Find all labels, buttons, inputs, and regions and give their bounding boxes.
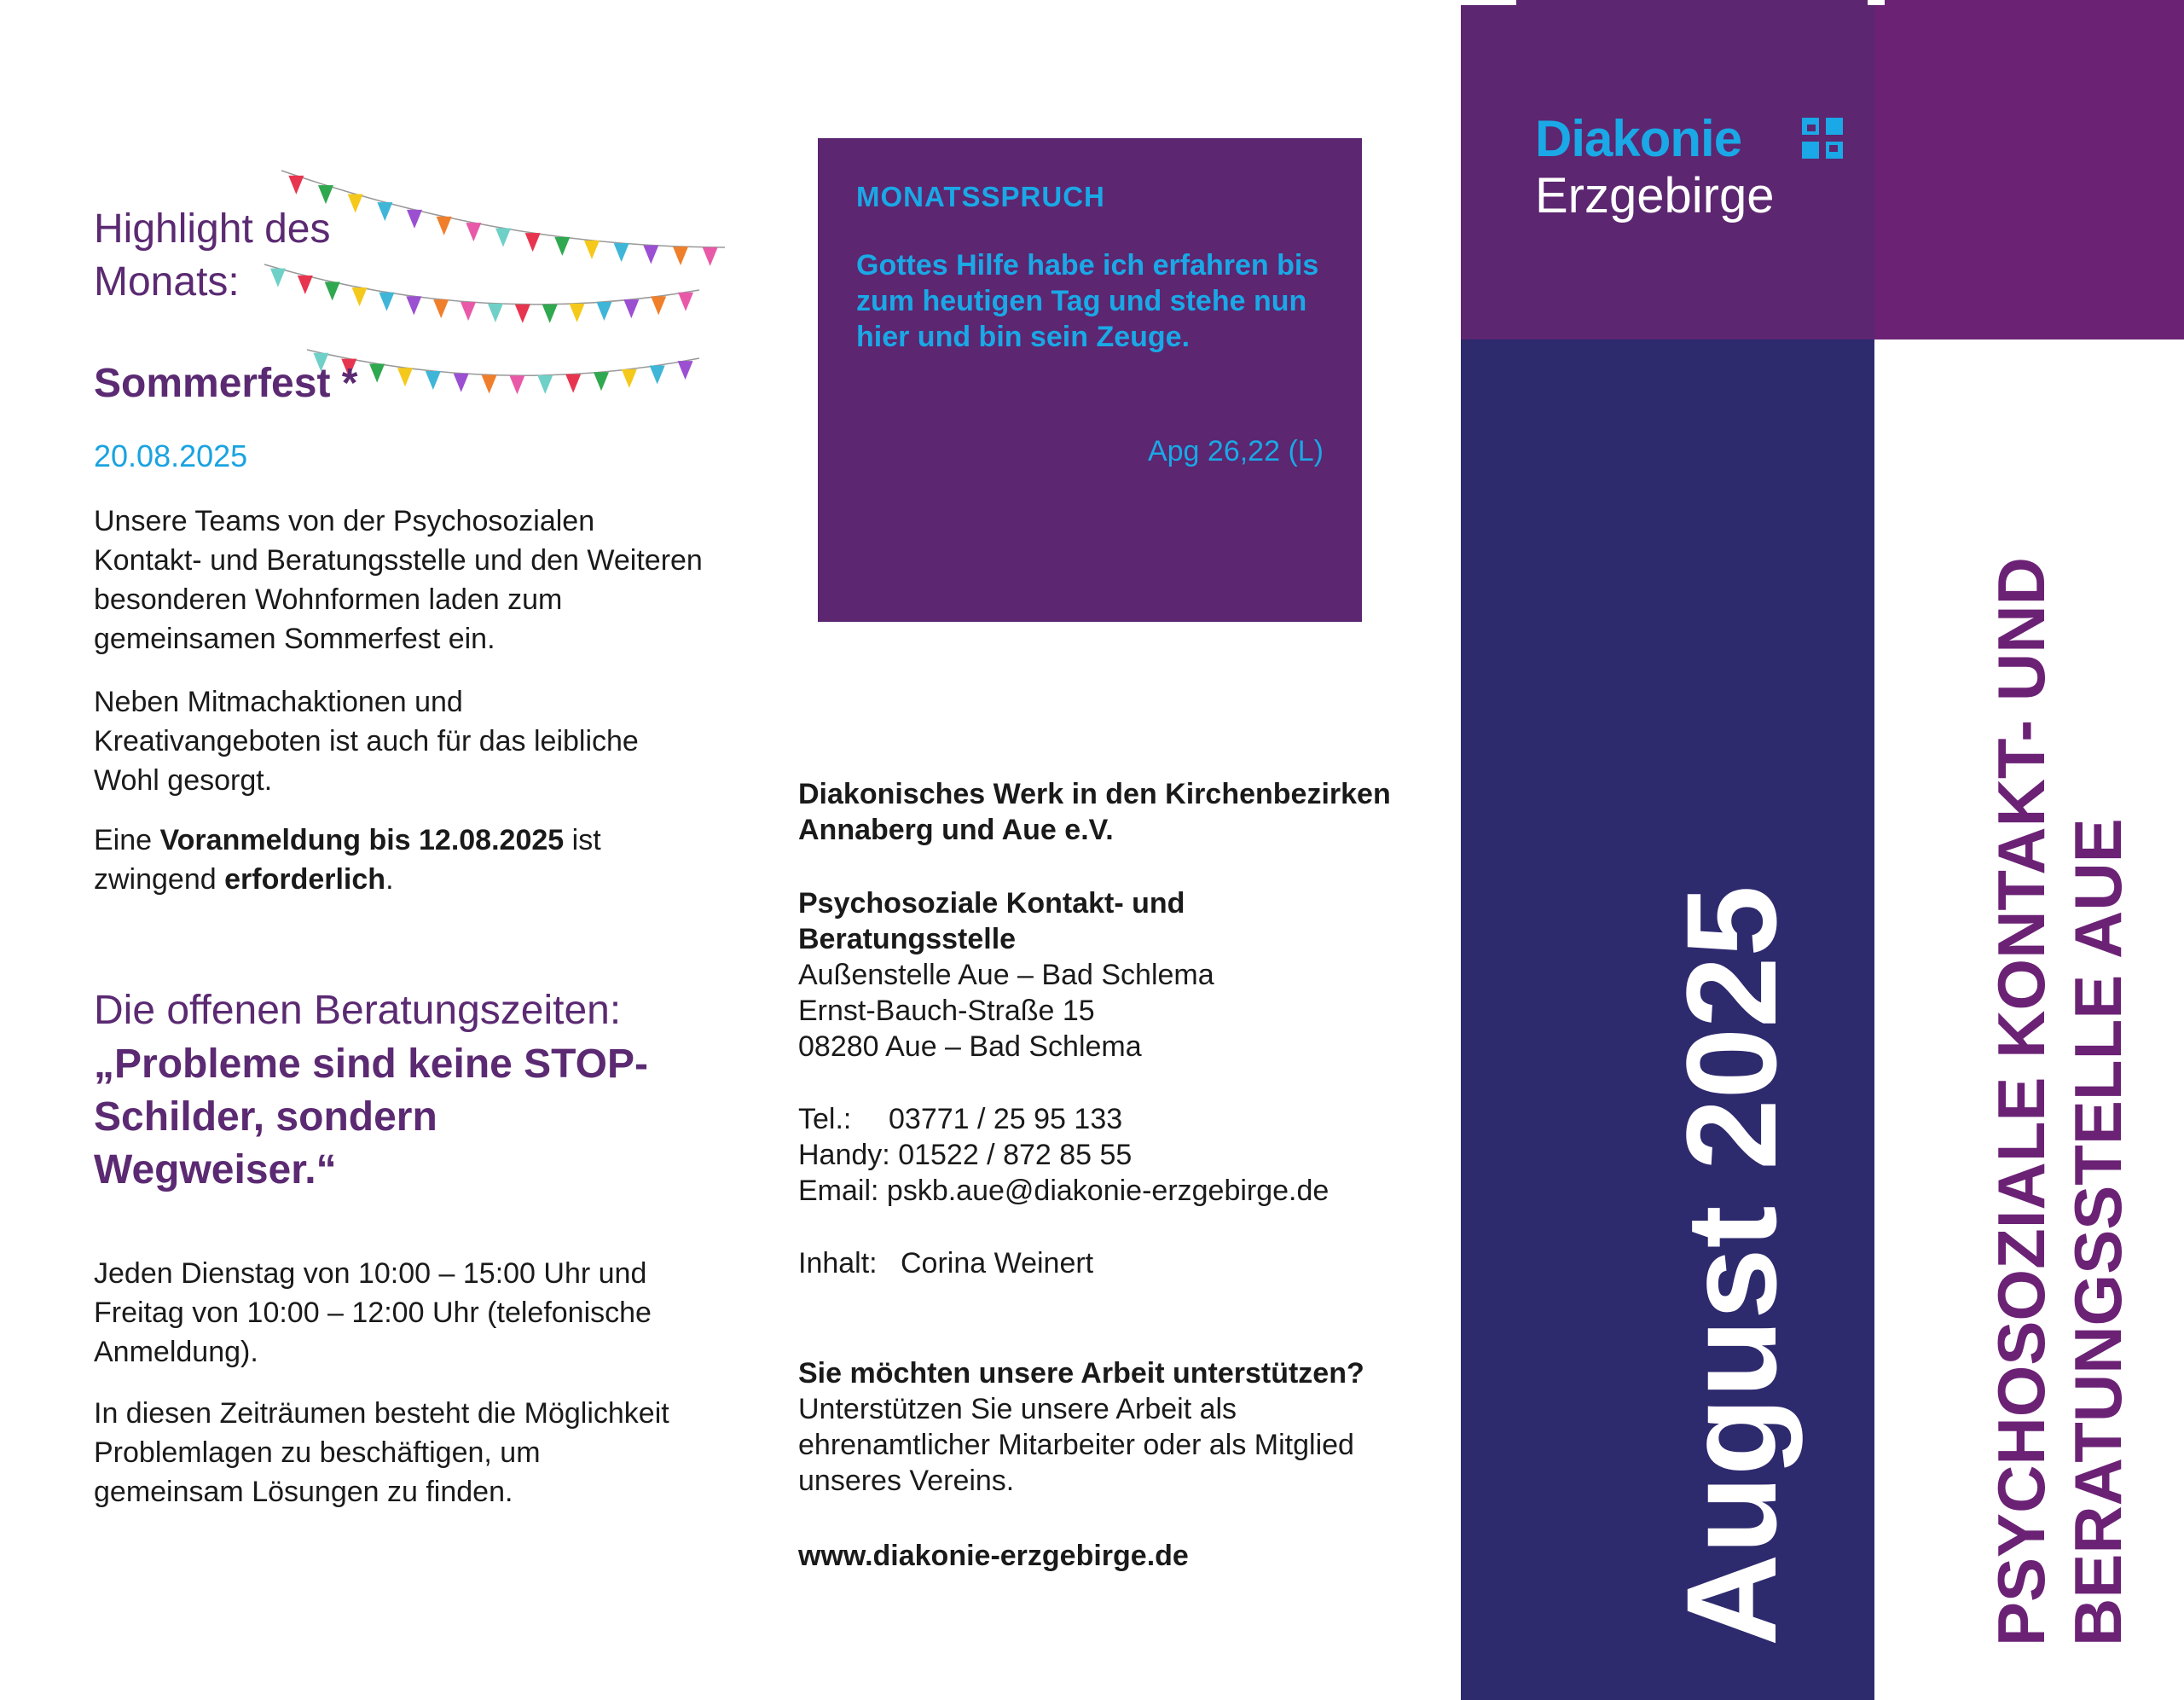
- highlight-paragraph-2: Neben Mitmachaktionen und Kreativangeboten ist auch für das leibliche Wohl gesorgt.: [94, 686, 639, 797]
- highlight-paragraph-3: Eine Voranmeldung bis 12.08.2025 ist zwingend erforderlich.: [94, 824, 601, 896]
- highlight-heading: Highlight des Monats:: [94, 206, 331, 305]
- cover-top-notch: [1868, 0, 1885, 5]
- cover-top-notch: [1461, 0, 1516, 5]
- org-name: Diakonisches Werk in den Kirchenbezirken Annaberg und Aue e.V.: [798, 778, 1391, 846]
- beratung-quote: „Probleme sind keine STOP- Schilder, sondern Wegweiser.“: [94, 1041, 648, 1192]
- cover-header-band-accent: [1874, 0, 2184, 339]
- email-row: Email: pskb.aue@diakonie-erzgebirge.de: [798, 1175, 1330, 1207]
- monatsspruch-reference: Apg 26,22 (L): [1147, 435, 1324, 467]
- tel-row: Tel.: 03771 / 25 95 133: [798, 1103, 1123, 1135]
- cover-month-title: August 2025: [1660, 885, 1803, 1646]
- contact-address-block: Psychosoziale Kontakt- und Beratungsstelle Außenstelle Aue – Bad Schlema Ernst-Bauch-Straße 15 08280 Aue – Bad Schlema: [798, 887, 1214, 1063]
- inhalt-row: Inhalt: Corina Weinert: [798, 1247, 1094, 1279]
- logo-wordmark: Diakonie: [1535, 110, 1742, 167]
- handy-row: Handy: 01522 / 872 85 55: [798, 1139, 1133, 1171]
- monatsspruch-text: Gottes Hilfe habe ich erfahren bis zum heutigen Tag und stehe nun hier und bin sein Zeuge.: [856, 249, 1319, 353]
- email-link[interactable]: pskb.aue@diakonie-erzgebirge.de: [886, 1175, 1330, 1207]
- monatsspruch-label: MONATSSPRUCH: [856, 181, 1105, 212]
- contact-details: [798, 1101, 1412, 1209]
- highlight-paragraph-1: Unsere Teams von der Psychosozialen Kontakt- und Beratungsstelle und den Weiteren besonderen Wohnformen laden zum gemeinsamen Sommerfest ein.: [94, 505, 703, 655]
- beratung-paragraph-1: Jeden Dienstag von 10:00 – 15:00 Uhr und Freitag von 10:00 – 12:00 Uhr (telefonische Anmeldung).: [94, 1257, 652, 1368]
- monatsspruch-box: [818, 138, 1362, 622]
- website-link[interactable]: www.diakonie-erzgebirge.de: [798, 1540, 1189, 1572]
- support-heading: Sie möchten unsere Arbeit unterstützen?: [798, 1357, 1364, 1390]
- support-text: Unterstützen Sie unsere Arbeit als ehrenamtlicher Mitarbeiter oder als Mitglied unseres Vereins.: [798, 1393, 1354, 1497]
- event-date: 20.08.2025: [94, 438, 248, 473]
- diakonie-cross-icon: [1802, 118, 1843, 159]
- logo-subtitle: Erzgebirge: [1535, 168, 1775, 223]
- beratung-heading: Die offenen Beratungszeiten:: [94, 988, 622, 1033]
- event-title: Sommerfest *: [94, 361, 358, 406]
- cover-vertical-title: PSYCHOSOZIALE KONTAKT- UND BERATUNGSSTELLE AUE: [1984, 557, 2135, 1646]
- beratung-paragraph-2: In diesen Zeiträumen besteht die Möglichkeit Problemlagen zu beschäftigen, um gemeinsam Lösungen zu finden.: [94, 1397, 669, 1508]
